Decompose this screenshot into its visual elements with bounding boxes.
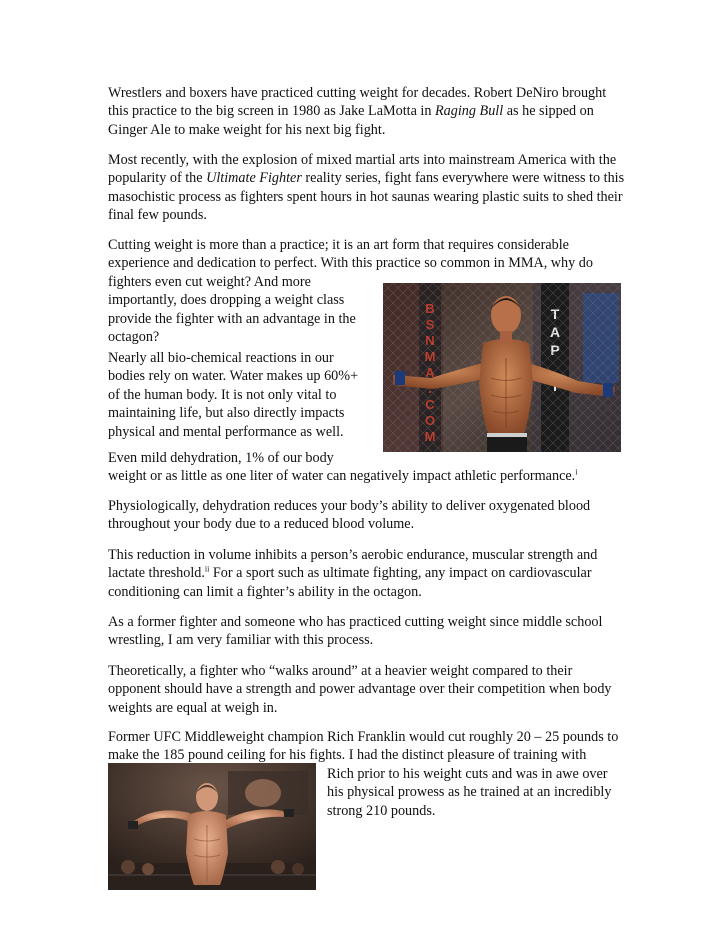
p4-line: physical and mental performance as well.	[108, 423, 344, 440]
p2-text-end: reality series, fight fans everywhere were witness to this masochistic process as fighters spent hours in hot saunas wearing plastic suits to shed their final few pounds.	[108, 170, 625, 224]
p3-line: importantly, does dropping a weight class	[108, 292, 345, 309]
p7-text: This reduction in volume inhibits a person’s aerobic endurance, muscular strength and lactate threshold.	[108, 547, 598, 582]
p2-italic: Ultimate Fighter	[206, 170, 302, 187]
paragraph-rich-franklin-wrap	[327, 765, 627, 820]
paragraph-theory: Theoretically, a fighter who “walks around” at a heavier weight compared to their opponent should have a strength and power advantage over their competition when body weights are equal at weigh in.	[108, 663, 612, 716]
paragraph-dehydration	[108, 449, 628, 486]
p3-line: provide the fighter with an advantage in the	[108, 310, 356, 327]
p7-text-end: For a sport such as ultimate fighting, any impact on cardiovascular conditioning can limit a fighter’s ability in the octagon.	[108, 565, 592, 600]
p4-line: maintaining life, but also directly impacts	[108, 405, 345, 422]
footnote-marker: ii	[204, 564, 210, 574]
p5-line: weight or as little as one liter of water can negatively impact athletic performance.	[108, 468, 576, 485]
p10-line: make the 185 pound ceiling for his fights. I had the distinct pleasure of training with	[108, 747, 587, 764]
p3-line: Cutting weight is more than a practice; it is an art form that requires considerable	[108, 237, 569, 253]
p5-line: Even mild dehydration, 1% of our body	[108, 450, 334, 466]
paragraph-rich-franklin	[108, 728, 628, 765]
p3-line: octagon?	[108, 329, 160, 346]
p4-line: of the human body. It is not only vital to	[108, 386, 337, 403]
p10-line: strong 210 pounds.	[327, 802, 436, 819]
paragraph-ultimate-fighter	[108, 151, 628, 225]
p2-text: Most recently, with the explosion of mixed martial arts into mainstream America with the popularity of the	[108, 152, 617, 187]
p10-line: Former UFC Middleweight champion Rich Franklin would cut roughly 20 – 25 pounds to	[108, 729, 619, 745]
p4-line: bodies rely on water. Water makes up 60%+	[108, 368, 359, 385]
paragraph-raging-bull	[108, 84, 628, 139]
paragraph-former-fighter: As a former fighter and someone who has practiced cutting weight since middle school wrestling, I am very familiar with this process.	[108, 614, 603, 649]
footnote-marker: i	[575, 467, 578, 477]
p1-text: Wrestlers and boxers have practiced cutting weight for decades. Robert DeNiro brought this practice to the big screen in 1980 as Jake LaMotta in	[108, 85, 607, 120]
rich-franklin-photo-image	[108, 763, 316, 890]
p10-line: his physical prowess as he trained at an incredibly	[327, 784, 612, 801]
p10-line: Rich prior to his weight cuts and was in awe over	[327, 766, 608, 782]
rich-franklin-photo	[108, 763, 316, 890]
paragraph-reduction	[108, 546, 628, 601]
paragraph-physiology: Physiologically, dehydration reduces your body’s ability to deliver oxygenated blood throughout your body due to a reduced blood volume.	[108, 498, 591, 533]
p1-text-end: as he sipped on Ginger Ale to make weight for his next big fight.	[108, 103, 594, 138]
p3-line: fighters even cut weight? And more	[108, 273, 311, 290]
fighter-photo-image	[383, 283, 621, 452]
p3-line: experience and dedication to perfect. With this practice so common in MMA, why do	[108, 255, 593, 272]
p1-italic: Raging Bull	[435, 103, 504, 120]
p4-line: Nearly all bio-chemical reactions in our	[108, 350, 334, 366]
fighter-photo	[383, 283, 621, 452]
